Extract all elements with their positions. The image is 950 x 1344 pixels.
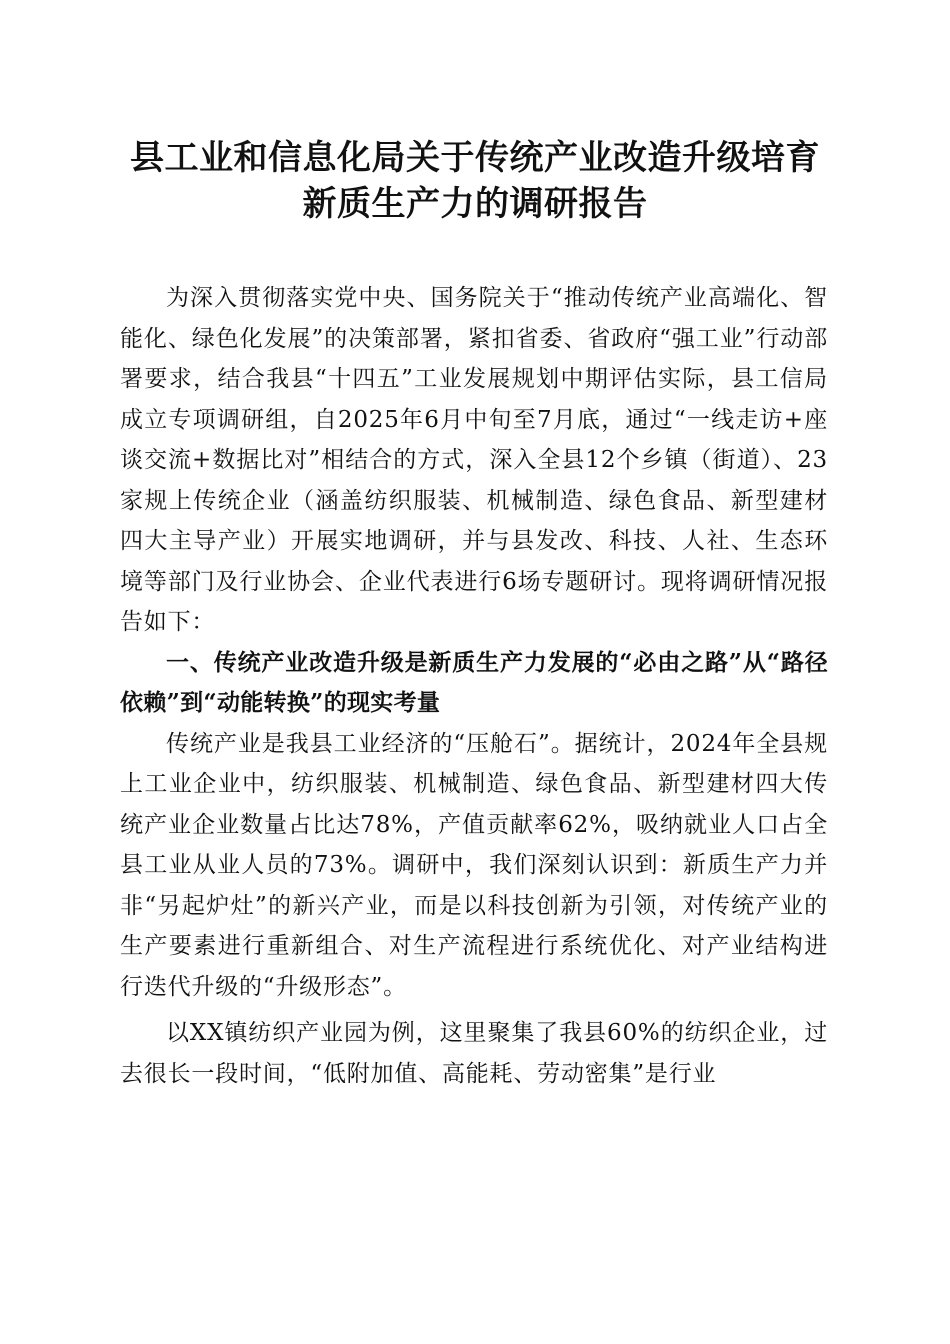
document-title-line-2: 新质生产力的调研报告 [302, 184, 648, 224]
document-title-line-1: 县工业和信息化局关于传统产业改造升级培育 [130, 138, 820, 178]
section-heading-1: 一、传统产业改造升级是新质生产力发展的“必由之路”从“路径依赖”到“动能转换”的现实考量 [120, 648, 828, 716]
intro-paragraph: 为深入贯彻落实党中央、国务院关于“推动传统产业高端化、智能化、绿色化发展”的决策部署，紧扣省委、省政府“强工业”行动部署要求，结合我县“十四五”工业发展规划中期评估实际，县工信局成立专项调研组，自2025年6月中旬至7月底，通过“一线走访+座谈交流+数据比对”相结合的方式，深入全县12个乡镇（街道）、23家规上传统企业（涵盖纺织服装、机械制造、绿色食品、新型建材四大主导产业）开展实地调研，并与县发改、科技、人社、生态环境等部门及行业协会、企业代表进行6场专题研讨。现将调研情况报告如下： [120, 285, 828, 635]
document-body [120, 278, 828, 1094]
body-paragraph: 传统产业是我县工业经济的“压舱石”。据统计，2024年全县规上工业企业中，纺织服装、机械制造、绿色食品、新型建材四大传统产业企业数量占比达78%，产值贡献率62%，吸纳就业人口占全县工业从业人员的73%。调研中，我们深刻认识到：新质生产力并非“另起炉灶”的新兴产业，而是以科技创新为引领，对传统产业的生产要素进行重新组合、对生产流程进行系统优化、对产业结构进行迭代升级的“升级形态”。 [120, 730, 828, 1000]
body-paragraph: 以XX镇纺织产业园为例，这里聚集了我县60%的纺织企业，过去很长一段时间，“低附加值、高能耗、劳动密集”是行业 [120, 1020, 828, 1087]
